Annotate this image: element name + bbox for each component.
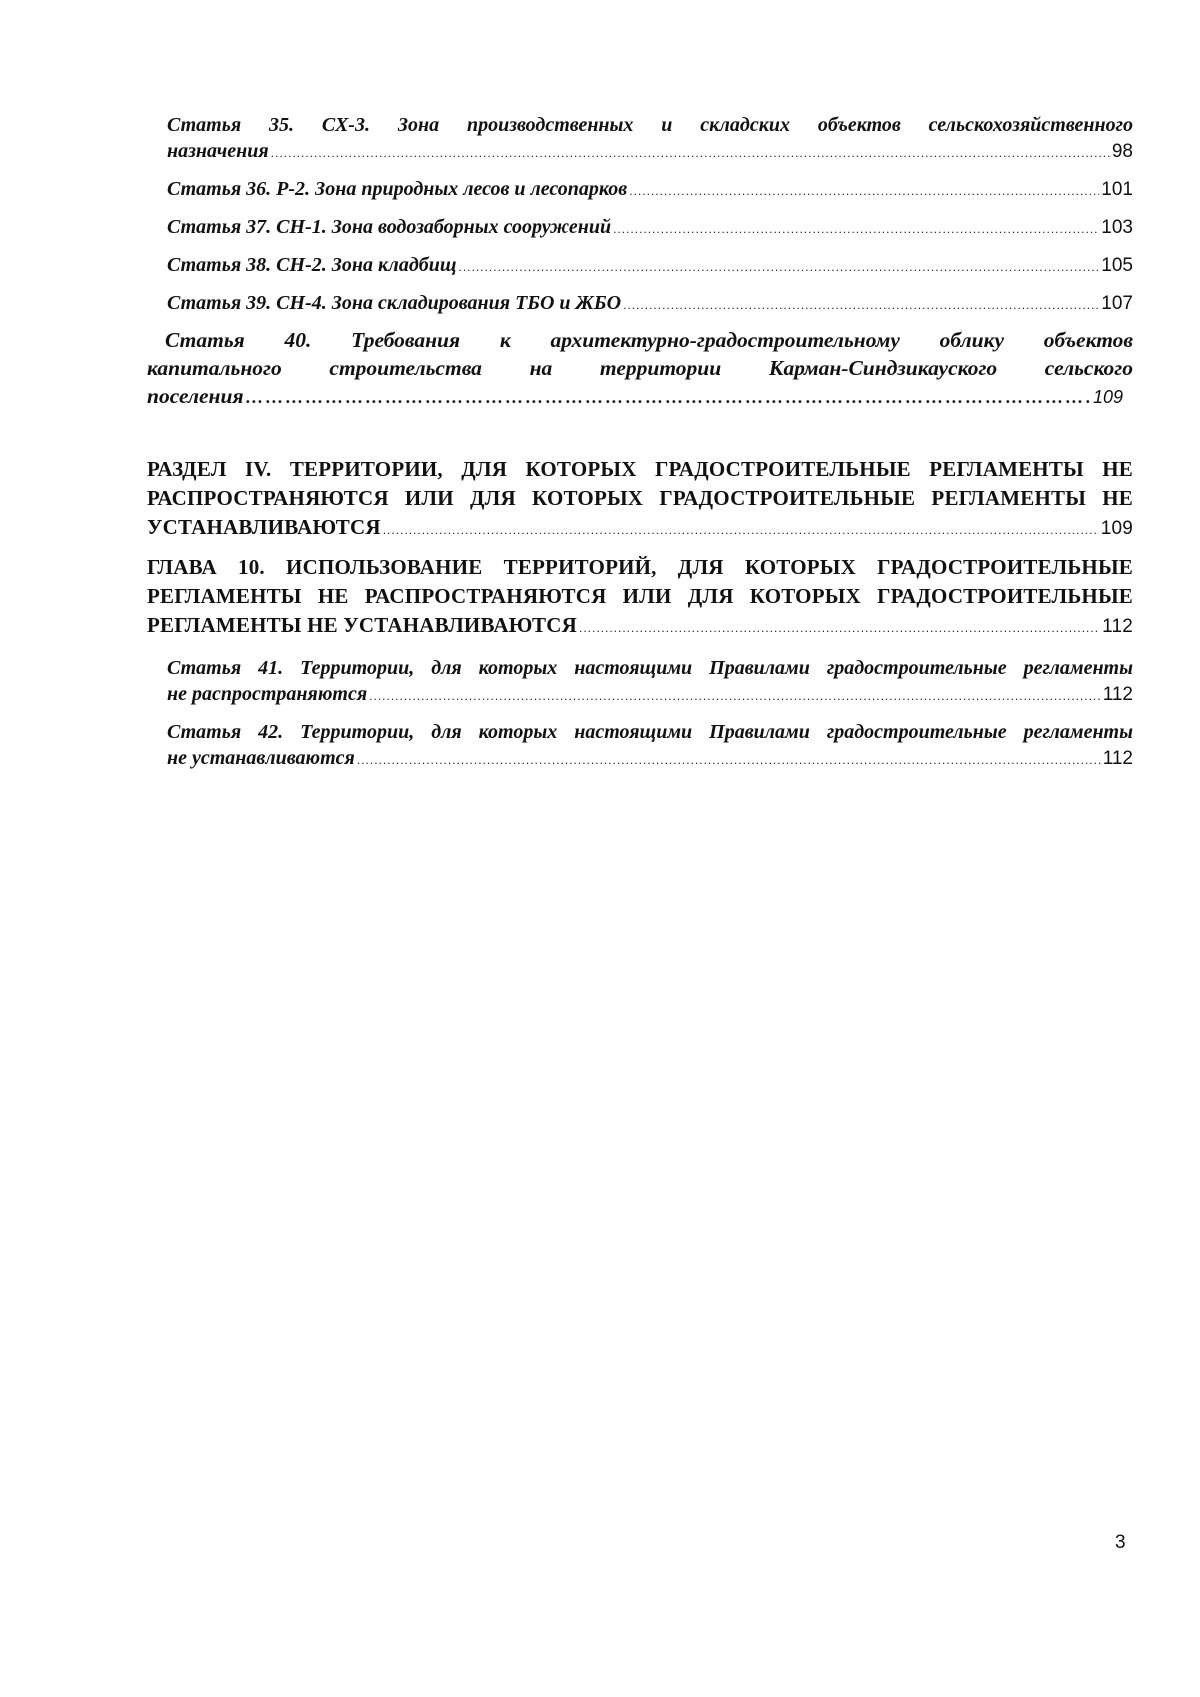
dot-leader [629,178,1099,204]
toc-entry-text: Статья 37. СН-1. Зона водозаборных сооружений [167,216,612,238]
toc-page-number: 112 [1102,748,1133,769]
toc-entry-article-35[interactable] [167,112,1133,166]
toc-entry-text: Статья 42. Территории, для которых настоящими Правилами градостроительные регламенты [167,721,1133,743]
dot-leader [271,140,1110,166]
toc-page-number: 98 [1111,141,1133,162]
toc-entry-text: Статья 35. СХ-3. Зона производственных и складских объектов сельскохозяйственного [167,114,1133,136]
toc-entry-text: РЕГЛАМЕНТЫ НЕ УСТАНАВЛИВАЮТСЯ [147,613,577,637]
toc-page-number: 109 [1092,387,1123,407]
toc-entry-text: не устанавливаются [167,747,355,769]
dot-leader [383,516,1099,545]
toc-page-number: 105 [1101,255,1133,276]
toc-leader-line [167,745,1133,773]
toc-entry-text: Статья 39. СН-4. Зона складирования ТБО и ЖБО [167,292,622,314]
toc-entry-article-39[interactable] [167,290,1133,318]
dot-leader [369,683,1101,709]
toc-leader-line [167,252,1133,280]
toc-leader-line [167,138,1133,166]
dot-leader [613,216,1099,242]
toc-entry-text: поселения [147,384,244,408]
toc-entry-text: ГЛАВА 10. ИСПОЛЬЗОВАНИЕ ТЕРРИТОРИЙ, ДЛЯ КОТОРЫХ ГРАДОСТРОИТЕЛЬНЫЕ [147,555,1133,579]
toc-leader-line [167,214,1133,242]
toc-entry-chapter-10[interactable] [147,553,1133,643]
toc-page-number: 107 [1101,293,1133,314]
toc-entry-text: РЕГЛАМЕНТЫ НЕ РАСПРОСТРАНЯЮТСЯ ИЛИ ДЛЯ КОТОРЫХ ГРАДОСТРОИТЕЛЬНЫЕ [147,584,1133,608]
toc-entry-article-38[interactable] [167,252,1133,280]
toc-entry-text: Статья 38. СН-2. Зона кладбищ [167,254,457,276]
toc-leader-line [147,513,1133,545]
toc-leader-line [167,681,1133,709]
toc-entry-section-4[interactable] [147,455,1133,545]
toc-leader-line [147,382,1133,411]
toc-entry-text: Статья 36. Р-2. Зона природных лесов и лесопарков [167,178,628,200]
toc-page-number: 112 [1102,616,1133,637]
toc-entry-text: капитального строительства на территории Карман-Синдзикауского сельского [147,356,1133,380]
toc-page-number: 103 [1101,217,1133,238]
toc-entry-article-41[interactable] [167,655,1133,709]
toc-leader-line [147,611,1133,643]
toc-leader-line [167,176,1133,204]
toc-page-number: 109 [1100,518,1133,539]
toc-entry-article-36[interactable] [167,176,1133,204]
toc-entry-text: Статья 41. Территории, для которых настоящими Правилами градостроительные регламенты [167,657,1133,679]
toc-entry-text: назначения [167,140,269,162]
toc-page-number: 101 [1101,179,1133,200]
table-of-contents [147,112,1133,773]
toc-entry-article-42[interactable] [167,719,1133,773]
dot-leader [357,747,1101,773]
toc-entry-text: РАСПРОСТРАНЯЮТСЯ ИЛИ ДЛЯ КОТОРЫХ ГРАДОСТРОИТЕЛЬНЫЕ РЕГЛАМЕНТЫ НЕ [147,486,1133,510]
toc-entry-article-37[interactable] [167,214,1133,242]
toc-entry-text: Статья 40. Требования к архитектурно-градостроительному облику объектов [165,328,1133,352]
toc-entry-text: РАЗДЕЛ IV. ТЕРРИТОРИИ, ДЛЯ КОТОРЫХ ГРАДОСТРОИТЕЛЬНЫЕ РЕГЛАМЕНТЫ НЕ [147,457,1133,481]
dot-leader [459,254,1100,280]
dot-leader [623,292,1099,318]
toc-entry-text: УСТАНАВЛИВАЮТСЯ [147,515,381,539]
page-number: 3 [1115,1532,1126,1553]
dot-leader [246,383,1091,411]
toc-entry-article-40[interactable] [147,326,1133,411]
toc-page-number: 112 [1102,684,1133,705]
toc-entry-text: не распространяются [167,683,368,705]
toc-leader-line [167,290,1133,318]
dot-leader [579,614,1100,643]
